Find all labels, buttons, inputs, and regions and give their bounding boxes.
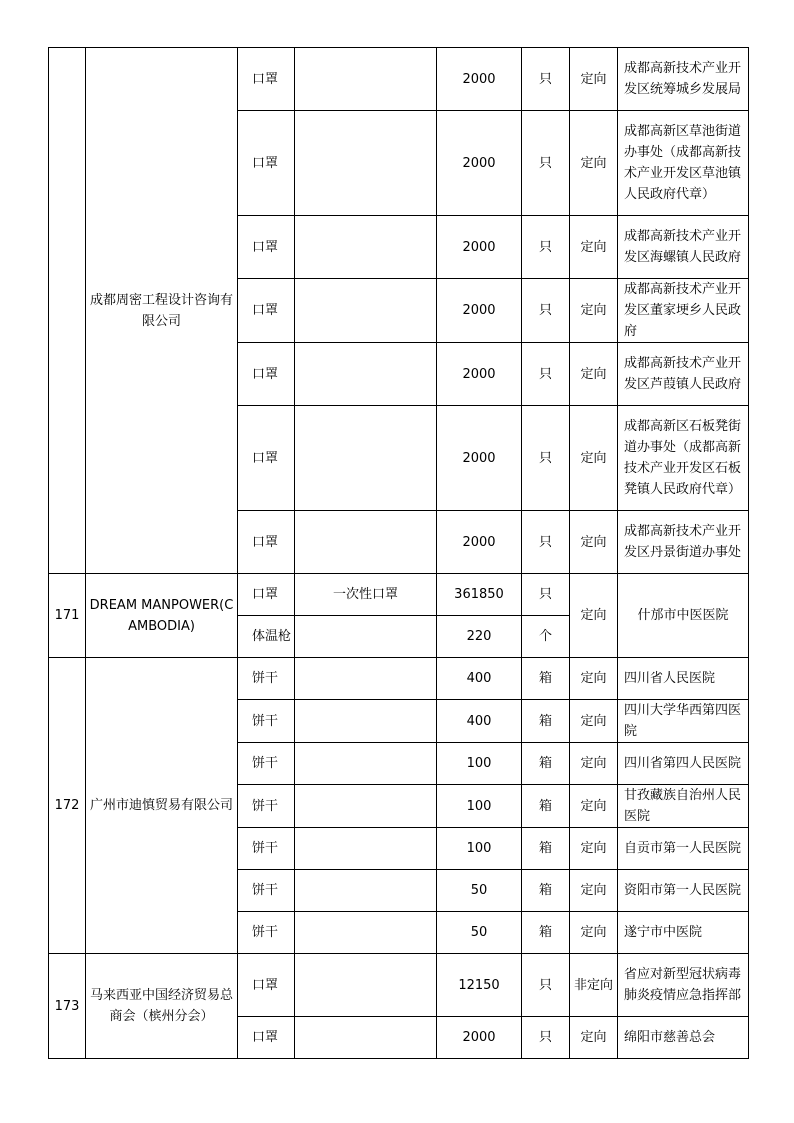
donation-type: 定向 bbox=[570, 700, 618, 743]
item-unit: 只 bbox=[522, 111, 570, 216]
donation-type: 定向 bbox=[570, 574, 618, 658]
recipient: 什邡市中医医院 bbox=[618, 574, 749, 658]
item-name: 饼干 bbox=[238, 828, 295, 870]
item-quantity: 12150 bbox=[437, 954, 522, 1017]
item-unit: 只 bbox=[522, 1017, 570, 1059]
donation-type: 定向 bbox=[570, 743, 618, 785]
item-name: 口罩 bbox=[238, 48, 295, 111]
donation-type: 定向 bbox=[570, 1017, 618, 1059]
item-spec bbox=[295, 785, 437, 828]
item-unit: 箱 bbox=[522, 743, 570, 785]
item-quantity: 2000 bbox=[437, 111, 522, 216]
donation-type: 定向 bbox=[570, 111, 618, 216]
item-spec bbox=[295, 870, 437, 912]
item-unit: 只 bbox=[522, 48, 570, 111]
item-unit: 个 bbox=[522, 616, 570, 658]
item-quantity: 2000 bbox=[437, 216, 522, 279]
donation-type: 定向 bbox=[570, 658, 618, 700]
item-spec bbox=[295, 743, 437, 785]
recipient: 成都高新技术产业开发区董家埂乡人民政府 bbox=[618, 279, 749, 343]
item-quantity: 2000 bbox=[437, 343, 522, 406]
recipient: 资阳市第一人民医院 bbox=[618, 870, 749, 912]
item-spec bbox=[295, 1017, 437, 1059]
recipient: 四川省第四人民医院 bbox=[618, 743, 749, 785]
item-quantity: 100 bbox=[437, 828, 522, 870]
donor-name: 马来西亚中国经济贸易总商会（槟州分会） bbox=[86, 954, 238, 1059]
item-name: 饼干 bbox=[238, 912, 295, 954]
item-quantity: 2000 bbox=[437, 406, 522, 511]
donor-name: 成都周密工程设计咨询有限公司 bbox=[86, 48, 238, 574]
donation-type: 定向 bbox=[570, 406, 618, 511]
row-number bbox=[49, 48, 86, 574]
donation-type: 定向 bbox=[570, 870, 618, 912]
recipient: 省应对新型冠状病毒肺炎疫情应急指挥部 bbox=[618, 954, 749, 1017]
donation-type: 非定向 bbox=[570, 954, 618, 1017]
item-quantity: 2000 bbox=[437, 48, 522, 111]
item-spec bbox=[295, 912, 437, 954]
item-name: 饼干 bbox=[238, 658, 295, 700]
item-name: 口罩 bbox=[238, 574, 295, 616]
item-unit: 只 bbox=[522, 954, 570, 1017]
item-quantity: 100 bbox=[437, 785, 522, 828]
item-quantity: 400 bbox=[437, 700, 522, 743]
item-name: 口罩 bbox=[238, 511, 295, 574]
row-number: 172 bbox=[49, 658, 86, 954]
donation-type: 定向 bbox=[570, 343, 618, 406]
item-quantity: 220 bbox=[437, 616, 522, 658]
item-spec bbox=[295, 111, 437, 216]
item-spec bbox=[295, 954, 437, 1017]
item-unit: 只 bbox=[522, 216, 570, 279]
item-spec bbox=[295, 48, 437, 111]
recipient: 成都高新技术产业开发区海螺镇人民政府 bbox=[618, 216, 749, 279]
item-spec: 一次性口罩 bbox=[295, 574, 437, 616]
recipient: 绵阳市慈善总会 bbox=[618, 1017, 749, 1059]
item-name: 饼干 bbox=[238, 785, 295, 828]
item-name: 口罩 bbox=[238, 1017, 295, 1059]
item-unit: 箱 bbox=[522, 912, 570, 954]
recipient: 成都高新技术产业开发区芦葭镇人民政府 bbox=[618, 343, 749, 406]
item-quantity: 2000 bbox=[437, 279, 522, 343]
table-row bbox=[49, 658, 749, 700]
item-spec bbox=[295, 700, 437, 743]
item-quantity: 361850 bbox=[437, 574, 522, 616]
donation-type: 定向 bbox=[570, 216, 618, 279]
item-quantity: 2000 bbox=[437, 1017, 522, 1059]
item-name: 饼干 bbox=[238, 743, 295, 785]
recipient: 四川大学华西第四医院 bbox=[618, 700, 749, 743]
item-spec bbox=[295, 343, 437, 406]
item-quantity: 2000 bbox=[437, 511, 522, 574]
item-spec bbox=[295, 279, 437, 343]
recipient: 自贡市第一人民医院 bbox=[618, 828, 749, 870]
item-unit: 只 bbox=[522, 279, 570, 343]
item-unit: 箱 bbox=[522, 828, 570, 870]
item-spec bbox=[295, 616, 437, 658]
item-name: 饼干 bbox=[238, 870, 295, 912]
item-name: 口罩 bbox=[238, 343, 295, 406]
table-row bbox=[49, 574, 749, 616]
item-unit: 箱 bbox=[522, 785, 570, 828]
item-quantity: 100 bbox=[437, 743, 522, 785]
item-name: 体温枪 bbox=[238, 616, 295, 658]
recipient: 成都高新区石板凳街道办事处（成都高新技术产业开发区石板凳镇人民政府代章） bbox=[618, 406, 749, 511]
donation-type: 定向 bbox=[570, 48, 618, 111]
row-number: 171 bbox=[49, 574, 86, 658]
item-unit: 箱 bbox=[522, 658, 570, 700]
donation-type: 定向 bbox=[570, 912, 618, 954]
table-row bbox=[49, 954, 749, 1017]
recipient: 四川省人民医院 bbox=[618, 658, 749, 700]
item-spec bbox=[295, 511, 437, 574]
item-spec bbox=[295, 658, 437, 700]
item-name: 口罩 bbox=[238, 954, 295, 1017]
item-name: 口罩 bbox=[238, 406, 295, 511]
item-unit: 只 bbox=[522, 511, 570, 574]
recipient: 遂宁市中医院 bbox=[618, 912, 749, 954]
donation-type: 定向 bbox=[570, 785, 618, 828]
donation-type: 定向 bbox=[570, 828, 618, 870]
donation-table-page bbox=[48, 47, 748, 1059]
row-number: 173 bbox=[49, 954, 86, 1059]
item-spec bbox=[295, 406, 437, 511]
donation-type: 定向 bbox=[570, 279, 618, 343]
item-quantity: 50 bbox=[437, 912, 522, 954]
recipient: 甘孜藏族自治州人民医院 bbox=[618, 785, 749, 828]
donation-table bbox=[48, 47, 749, 1059]
item-unit: 只 bbox=[522, 343, 570, 406]
item-name: 饼干 bbox=[238, 700, 295, 743]
item-spec bbox=[295, 828, 437, 870]
recipient: 成都高新区草池街道办事处（成都高新技术产业开发区草池镇人民政府代章） bbox=[618, 111, 749, 216]
item-name: 口罩 bbox=[238, 111, 295, 216]
recipient: 成都高新技术产业开发区丹景街道办事处 bbox=[618, 511, 749, 574]
donor-name: DREAM MANPOWER(CAMBODIA) bbox=[86, 574, 238, 658]
item-name: 口罩 bbox=[238, 279, 295, 343]
item-quantity: 50 bbox=[437, 870, 522, 912]
recipient: 成都高新技术产业开发区统筹城乡发展局 bbox=[618, 48, 749, 111]
donation-type: 定向 bbox=[570, 511, 618, 574]
table-row bbox=[49, 48, 749, 111]
item-quantity: 400 bbox=[437, 658, 522, 700]
item-unit: 只 bbox=[522, 574, 570, 616]
item-unit: 只 bbox=[522, 406, 570, 511]
item-unit: 箱 bbox=[522, 870, 570, 912]
item-unit: 箱 bbox=[522, 700, 570, 743]
donor-name: 广州市迪慎贸易有限公司 bbox=[86, 658, 238, 954]
item-name: 口罩 bbox=[238, 216, 295, 279]
item-spec bbox=[295, 216, 437, 279]
